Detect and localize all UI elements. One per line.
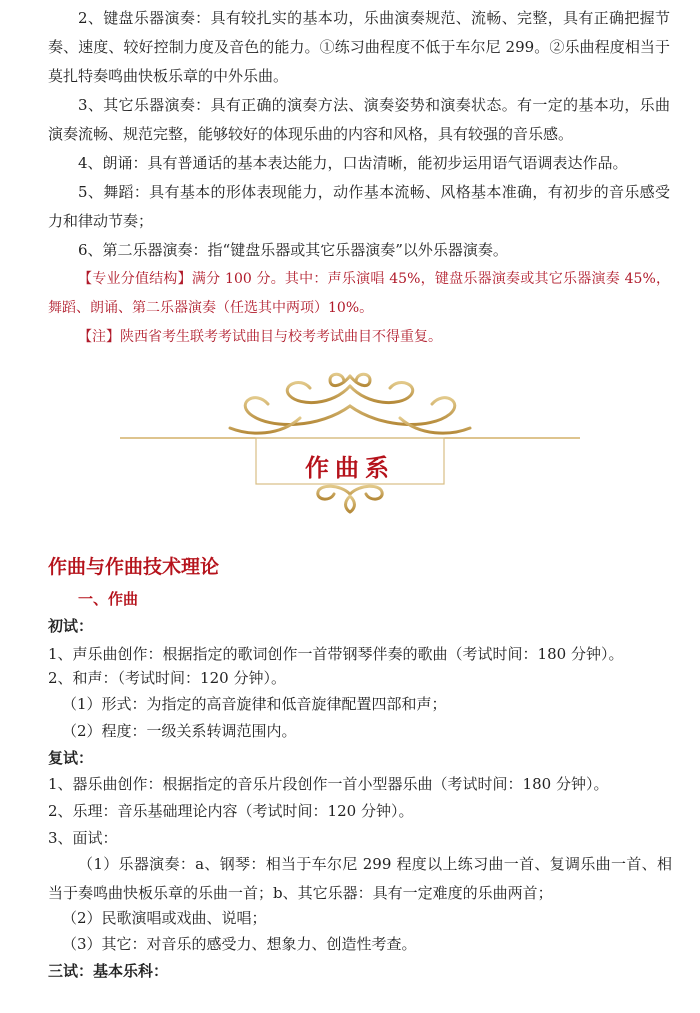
round1-item-2: 2、和声：（考试时间：120 分钟）。 xyxy=(48,669,286,687)
round3-heading: 三试：基本乐科： xyxy=(48,962,169,980)
round1-item-4: （2）程度：一级关系转调范围内。 xyxy=(62,722,297,740)
paragraph-other-instruments: 3、其它乐器演奏：具有正确的演奏方法、演奏姿势和演奏状态。有一定的基本功，乐曲演奏流畅、规范完整，能够较好的体现乐曲的内容和风格，具有较强的音乐感。 xyxy=(48,96,670,143)
round1-item-3: （1）形式：为指定的高音旋律和低音旋律配置四部和声； xyxy=(62,695,447,713)
interview-instrument: （1）乐器演奏：a、钢琴：相当于车尔尼 299 程度以上练习曲一首、复调乐曲一首、相当于奏鸣曲快板乐章的乐曲一首；b、其它乐器：具有一定难度的乐曲两首； xyxy=(48,855,672,902)
section-title: 作曲与作曲技术理论 xyxy=(48,556,220,578)
ornamental-divider-icon xyxy=(0,366,700,516)
round1-heading: 初试： xyxy=(48,617,94,635)
score-structure-note: 【专业分值结构】满分 100 分。其中：声乐演唱 45%，键盘乐器演奏或其它乐器演奏 45%，舞蹈、朗诵、第二乐器演奏（任选其中两项）10%。 xyxy=(48,271,670,316)
round2-item-3: 3、面试： xyxy=(48,829,118,847)
interview-other: （3）其它：对音乐的感受力、想象力、创造性考查。 xyxy=(62,935,417,953)
paragraph-second-instrument: 6、第二乐器演奏：指“键盘乐器或其它乐器演奏”以外乐器演奏。 xyxy=(78,241,508,259)
interview-folk-song: （2）民歌演唱或戏曲、说唱； xyxy=(62,909,267,927)
round2-item-2: 2、乐理：音乐基础理论内容（考试时间：120 分钟）。 xyxy=(48,802,414,820)
paragraph-recitation: 4、朗诵：具有普通话的基本表达能力，口齿清晰，能初步运用语气语调表达作品。 xyxy=(78,154,628,172)
subsection-title: 一、作曲 xyxy=(78,590,139,608)
department-title: 作曲系 xyxy=(305,453,395,482)
paragraph-dance: 5、舞蹈：具有基本的形体表现能力，动作基本流畅、风格基本准确，有初步的音乐感受力和律动节奏； xyxy=(48,183,670,230)
round2-heading: 复试： xyxy=(48,749,94,767)
paragraph-keyboard: 2、键盘乐器演奏：具有较扎实的基本功，乐曲演奏规范、流畅、完整，具有正确把握节奏、速度、较好控制力度及音色的能力。①练习曲程度不低于车尔尼 299。②乐曲程度相当于莫扎特奏鸣曲快板乐章的中外乐曲。 xyxy=(48,9,670,85)
round1-item-1: 1、声乐曲创作：根据指定的歌词创作一首带钢琴伴奏的歌曲（考试时间：180 分钟）。 xyxy=(48,645,624,663)
remark-note: 【注】陕西省考生联考考试曲目与校考考试曲目不得重复。 xyxy=(78,329,442,345)
round2-item-1: 1、器乐曲创作：根据指定的音乐片段创作一首小型器乐曲（考试时间：180 分钟）。 xyxy=(48,775,609,793)
